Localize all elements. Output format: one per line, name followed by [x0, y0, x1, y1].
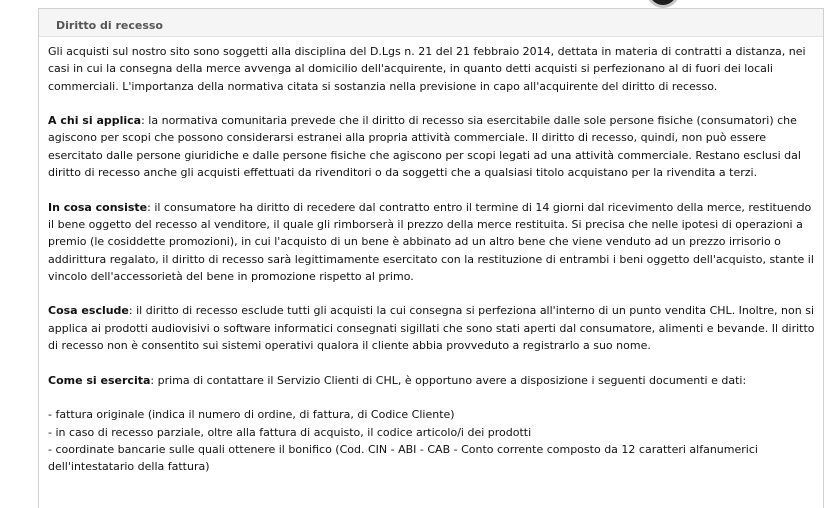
- panel-title: Diritto di recesso: [56, 19, 163, 32]
- recesso-panel: [38, 8, 824, 508]
- section-text: : il consumatore ha diritto di recedere dal contratto entro il termine di 14 giorni dal ricevimento della merce, restituendo il bene oggetto del recesso al venditore, il quale gli rimborserà il prezzo della merce restituita. Si precisa che nelle ipotesi di operazioni a premio (le cosiddette promozioni), in cui l'acquisto di un bene è abbinato ad un altro bene che viene venduto ad un prezzo irrisorio o addirittura regalato, il diritto di recesso sarà legittimamente esercitato con la restituzione di entrambi i beni oggetto dell'acquisto, stante il vincolo dell'accessorietà del bene in promozione rispetto al primo.: [48, 200, 814, 283]
- list-item: - coordinate bancarie sulle quali ottenere il bonifico (Cod. CIN - ABI - CAB - Conto corrente composto da 12 caratteri alfanumerici dell'intestatario della fattura): [48, 442, 758, 474]
- section-a-chi-si-applica: [48, 112, 818, 181]
- list-item: - fattura originale (indica il numero di ordine, di fattura, di Codice Cliente): [48, 408, 455, 422]
- section-heading: A chi si applica: [48, 114, 142, 128]
- section-heading: Come si esercita: [48, 373, 151, 387]
- section-heading: In cosa consiste: [48, 200, 148, 214]
- panel-header: [39, 9, 823, 37]
- top-right-round-button-fragment[interactable]: [646, 0, 680, 8]
- panel-body: [48, 43, 818, 475]
- section-cosa-esclude: [48, 302, 818, 354]
- section-text: : il diritto di recesso esclude tutti gli acquisti la cui consegna si perfeziona all'interno di un punto vendita CHL. Inoltre, non si applica ai prodotti audiovisivi o software informatici consegnati sigillati che sono stati aperti dal consumatore, alimenti e bevande. Il diritto di recesso non è consentito sui sistemi operativi qualora il cliente abbia provveduto a registrarlo a suo nome.: [48, 304, 815, 353]
- section-text: : prima di contattare il Servizio Clienti di CHL, è opportuno avere a disposizione i seguenti documenti e dati:: [150, 373, 747, 387]
- section-come-si-esercita: [48, 372, 818, 389]
- requirements-list: [48, 406, 818, 475]
- intro-paragraph: Gli acquisti sul nostro sito sono soggetti alla disciplina del D.Lgs n. 21 del 21 febbraio 2014, dettata in materia di contratti a distanza, nei casi in cui la consegna della merce avvenga al domicilio dell'acquirente, in quanto detti acquisti si perfezionano al di fuori dei locali commerciali. L'importanza della normativa citata si sostanzia nella previsione in capo all'acquirente del diritto di recesso.: [48, 45, 806, 93]
- section-text: : la normativa comunitaria prevede che il diritto di recesso sia esercitabile dalle sole persone fisiche (consumatori) che agiscono per scopi che possono considerarsi estranei alla propria attività commerciale. Il diritto di recesso, quindi, non può essere esercitato dalle persone giuridiche e dalle persone fisiche che agiscono per scopi legati ad una attività commerciale. Restano esclusi dal diritto di recesso anche gli acquisti effettuati da rivenditori o da soggetti che a qualsiasi titolo acquistano per la rivendita a terzi.: [48, 114, 801, 180]
- list-item: - in caso di recesso parziale, oltre alla fattura di acquisto, il codice articolo/i dei prodotti: [48, 425, 532, 439]
- section-heading: Cosa esclude: [48, 304, 129, 318]
- section-in-cosa-consiste: [48, 199, 818, 285]
